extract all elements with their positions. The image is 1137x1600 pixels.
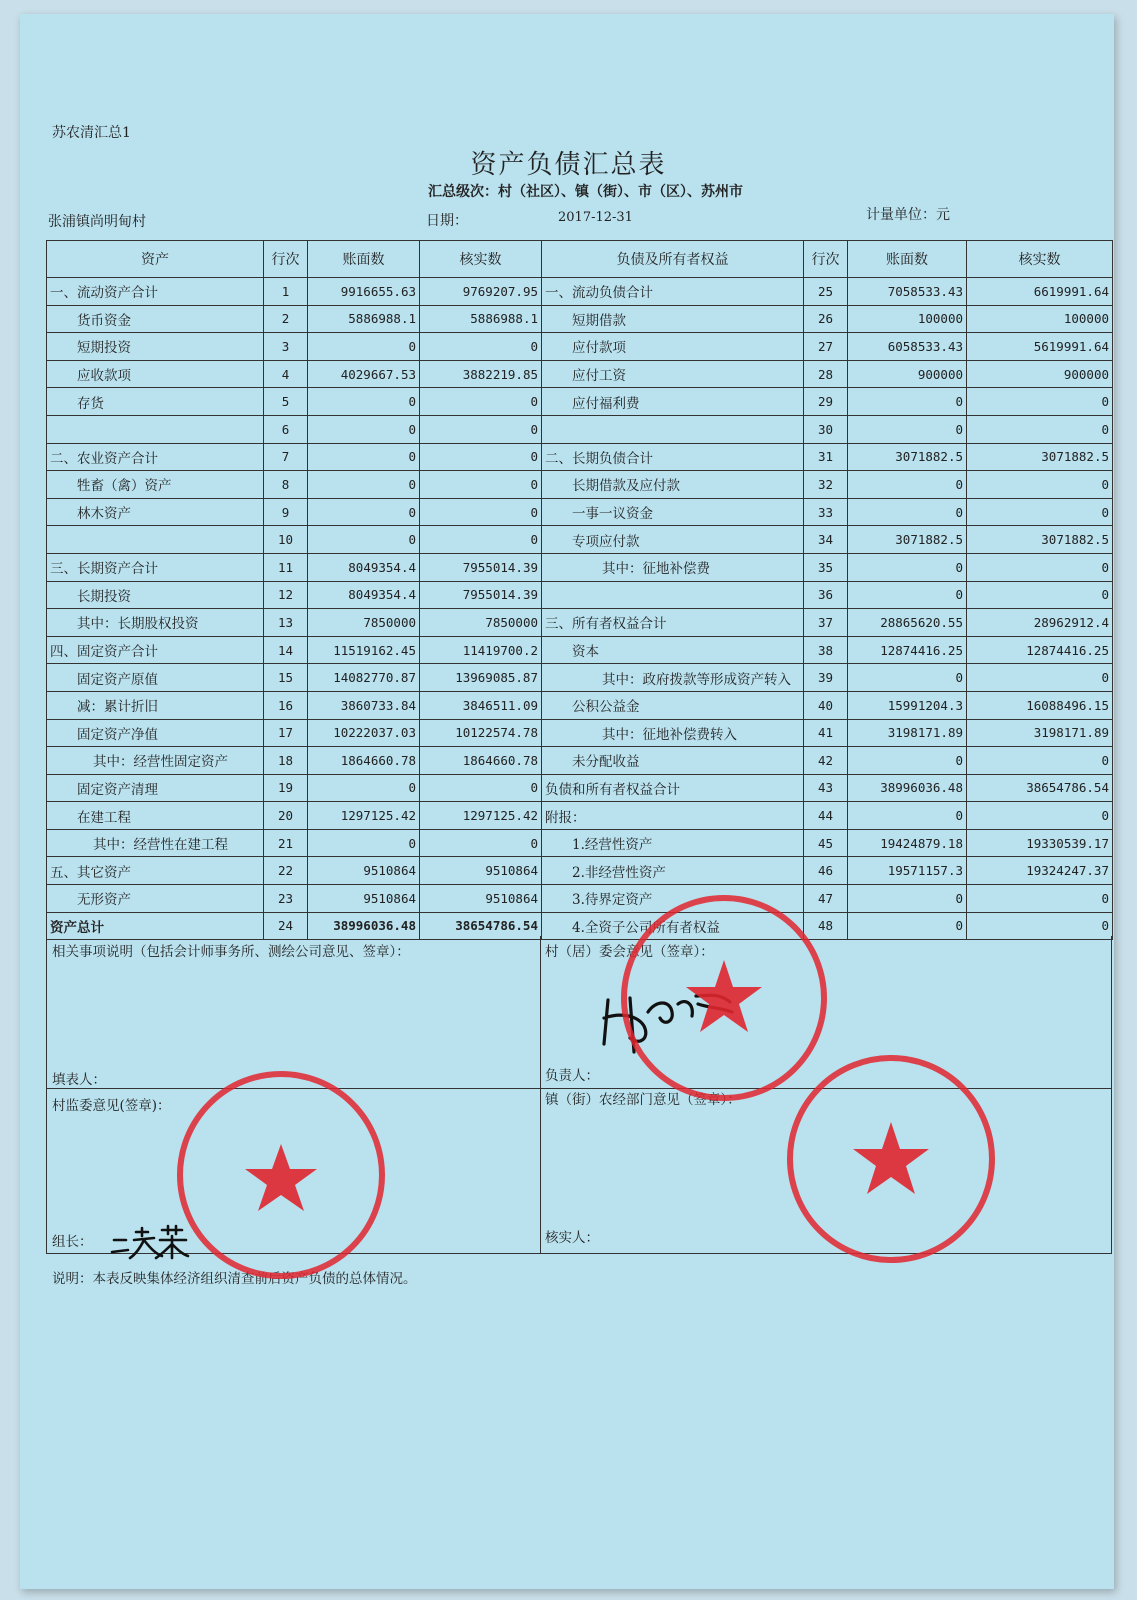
liability-verified-value: 0 (967, 498, 1113, 526)
liability-label: 专项应付款 (542, 526, 804, 554)
liability-line-no: 45 (804, 829, 848, 857)
table-row (47, 885, 1113, 913)
liability-verified-value: 19324247.37 (967, 857, 1113, 885)
liability-verified-value: 900000 (967, 360, 1113, 388)
asset-label: 林木资产 (47, 498, 264, 526)
table-row (47, 636, 1113, 664)
liability-line-no: 27 (804, 333, 848, 361)
supervision-label: 村监委意见(签章)： (52, 1098, 171, 1114)
liability-verified-value: 3198171.89 (967, 719, 1113, 747)
liability-verified-value: 3071882.5 (967, 526, 1113, 554)
asset-line-no: 11 (264, 553, 308, 581)
asset-line-no: 10 (264, 526, 308, 554)
liability-verified-value: 0 (967, 885, 1113, 913)
table-row (47, 526, 1113, 554)
asset-line-no: 16 (264, 691, 308, 719)
asset-label: 货币资金 (47, 305, 264, 333)
liability-line-no: 25 (804, 278, 848, 306)
asset-label (47, 415, 264, 443)
liability-label: 二、长期负债合计 (542, 443, 804, 471)
liability-label: 3.待界定资产 (542, 885, 804, 913)
asset-verified-value: 5886988.1 (420, 305, 542, 333)
liability-verified-value: 38654786.54 (967, 774, 1113, 802)
asset-label (47, 526, 264, 554)
liability-verified-value: 6619991.64 (967, 278, 1113, 306)
asset-book-value: 0 (308, 443, 420, 471)
asset-line-no: 8 (264, 471, 308, 499)
liability-line-no: 38 (804, 636, 848, 664)
asset-label: 存货 (47, 388, 264, 416)
asset-book-value: 0 (308, 526, 420, 554)
asset-book-value: 1864660.78 (308, 747, 420, 775)
asset-line-no: 7 (264, 443, 308, 471)
table-row (47, 581, 1113, 609)
header-assets: 资产 (47, 241, 264, 278)
liability-verified-value: 0 (967, 912, 1113, 940)
liability-label: 应付工资 (542, 360, 804, 388)
liability-line-no: 31 (804, 443, 848, 471)
asset-book-value: 10222037.03 (308, 719, 420, 747)
asset-line-no: 19 (264, 774, 308, 802)
asset-label: 应收款项 (47, 360, 264, 388)
person-in-charge-label: 负责人： (545, 1068, 599, 1084)
asset-label: 四、固定资产合计 (47, 636, 264, 664)
asset-verified-value: 7850000 (420, 609, 542, 637)
liability-label: 应付款项 (542, 333, 804, 361)
asset-book-value: 4029667.53 (308, 360, 420, 388)
asset-line-no: 24 (264, 912, 308, 940)
asset-book-value: 0 (308, 388, 420, 416)
asset-line-no: 21 (264, 829, 308, 857)
asset-book-value: 8049354.4 (308, 553, 420, 581)
related-matters-label: 相关事项说明（包括会计师事务所、测绘公司意见、签章）： (52, 944, 410, 960)
asset-label: 资产总计 (47, 912, 264, 940)
liability-book-value: 0 (848, 498, 967, 526)
liability-label: 其中：征地补偿费 (542, 553, 804, 581)
asset-verified-value: 0 (420, 526, 542, 554)
liability-line-no: 47 (804, 885, 848, 913)
liability-label: 一事一议资金 (542, 498, 804, 526)
liability-label: 公积公益金 (542, 691, 804, 719)
asset-book-value: 38996036.48 (308, 912, 420, 940)
table-body (47, 278, 1113, 940)
asset-verified-value: 1297125.42 (420, 802, 542, 830)
table-row (47, 609, 1113, 637)
asset-line-no: 13 (264, 609, 308, 637)
asset-verified-value: 3882219.85 (420, 360, 542, 388)
asset-line-no: 2 (264, 305, 308, 333)
date-value: 2017-12-31 (558, 210, 633, 225)
liability-book-value: 19424879.18 (848, 829, 967, 857)
table-row (47, 664, 1113, 692)
liability-book-value: 0 (848, 664, 967, 692)
liability-label: 其中：征地补偿费转入 (542, 719, 804, 747)
liability-verified-value: 0 (967, 553, 1113, 581)
asset-verified-value: 9510864 (420, 885, 542, 913)
asset-label: 固定资产净值 (47, 719, 264, 747)
asset-book-value: 0 (308, 333, 420, 361)
table-row (47, 747, 1113, 775)
header-book-2: 账面数 (848, 241, 967, 278)
table-header-row (47, 241, 1113, 278)
asset-line-no: 18 (264, 747, 308, 775)
page-title: 资产负债汇总表 (470, 150, 667, 180)
liability-label: 附报： (542, 802, 804, 830)
asset-label: 二、农业资产合计 (47, 443, 264, 471)
table-row (47, 553, 1113, 581)
asset-book-value: 9510864 (308, 885, 420, 913)
town-dept-label: 镇（街）农经部门意见（签章）： (545, 1092, 741, 1108)
liability-label: 一、流动负债合计 (542, 278, 804, 306)
asset-line-no: 14 (264, 636, 308, 664)
footnote: 说明：本表反映集体经济组织清查前后资产负债的总体情况。 (52, 1271, 417, 1287)
liability-book-value: 6058533.43 (848, 333, 967, 361)
asset-line-no: 15 (264, 664, 308, 692)
liability-book-value: 0 (848, 415, 967, 443)
header-line-2: 行次 (804, 241, 848, 278)
liability-book-value: 100000 (848, 305, 967, 333)
liability-verified-value: 0 (967, 802, 1113, 830)
header-line: 行次 (264, 241, 308, 278)
header-liabilities: 负债及所有者权益 (542, 241, 804, 278)
liability-line-no: 30 (804, 415, 848, 443)
asset-book-value: 0 (308, 415, 420, 443)
liability-verified-value: 0 (967, 664, 1113, 692)
asset-label: 牲畜（禽）资产 (47, 471, 264, 499)
liability-line-no: 48 (804, 912, 848, 940)
town-office-seal-stamp (780, 1048, 1002, 1270)
notes-divider-vertical (540, 936, 541, 1253)
header-verified-2: 核实数 (967, 241, 1113, 278)
asset-verified-value: 13969085.87 (420, 664, 542, 692)
verifier-label: 核实人： (545, 1230, 599, 1246)
village-committee-label: 村（居）委会意见（签章）： (545, 944, 714, 960)
asset-label: 其中：长期股权投资 (47, 609, 264, 637)
table-row (47, 829, 1113, 857)
asset-label: 一、流动资产合计 (47, 278, 264, 306)
asset-verified-value: 7955014.39 (420, 581, 542, 609)
asset-verified-value: 3846511.09 (420, 691, 542, 719)
asset-book-value: 9916655.63 (308, 278, 420, 306)
table-row (47, 388, 1113, 416)
liability-line-no: 39 (804, 664, 848, 692)
liability-label (542, 415, 804, 443)
liability-line-no: 26 (804, 305, 848, 333)
liability-label: 短期借款 (542, 305, 804, 333)
liability-book-value: 12874416.25 (848, 636, 967, 664)
liability-verified-value: 0 (967, 388, 1113, 416)
asset-book-value: 0 (308, 774, 420, 802)
liability-verified-value: 100000 (967, 305, 1113, 333)
asset-label: 固定资产清理 (47, 774, 264, 802)
liability-line-no: 32 (804, 471, 848, 499)
liability-line-no: 35 (804, 553, 848, 581)
asset-verified-value: 0 (420, 774, 542, 802)
asset-book-value: 11519162.45 (308, 636, 420, 664)
asset-label: 其中：经营性固定资产 (47, 747, 264, 775)
asset-line-no: 22 (264, 857, 308, 885)
liability-label: 1.经营性资产 (542, 829, 804, 857)
liability-line-no: 41 (804, 719, 848, 747)
asset-label: 无形资产 (47, 885, 264, 913)
liability-label: 其中：政府拨款等形成资产转入 (542, 664, 804, 692)
asset-verified-value: 0 (420, 443, 542, 471)
table-row (47, 415, 1113, 443)
table-row (47, 774, 1113, 802)
balance-sheet-table (46, 240, 1113, 940)
organization-name: 张浦镇尚明甸村 (48, 214, 146, 230)
header-book: 账面数 (308, 241, 420, 278)
table-row (47, 857, 1113, 885)
asset-book-value: 5886988.1 (308, 305, 420, 333)
asset-label: 在建工程 (47, 802, 264, 830)
liability-line-no: 29 (804, 388, 848, 416)
asset-line-no: 6 (264, 415, 308, 443)
asset-label: 其中：经营性在建工程 (47, 829, 264, 857)
liability-verified-value: 3071882.5 (967, 443, 1113, 471)
liability-book-value: 0 (848, 388, 967, 416)
asset-verified-value: 0 (420, 415, 542, 443)
asset-line-no: 5 (264, 388, 308, 416)
liability-line-no: 28 (804, 360, 848, 388)
liability-verified-value: 0 (967, 581, 1113, 609)
asset-verified-value: 0 (420, 388, 542, 416)
liability-book-value: 0 (848, 802, 967, 830)
liability-verified-value: 0 (967, 471, 1113, 499)
asset-book-value: 1297125.42 (308, 802, 420, 830)
liability-book-value: 15991204.3 (848, 691, 967, 719)
table-row (47, 360, 1113, 388)
liability-line-no: 36 (804, 581, 848, 609)
liability-line-no: 40 (804, 691, 848, 719)
table-row (47, 802, 1113, 830)
liability-book-value: 0 (848, 471, 967, 499)
asset-line-no: 4 (264, 360, 308, 388)
liability-line-no: 34 (804, 526, 848, 554)
liability-label: 负债和所有者权益合计 (542, 774, 804, 802)
asset-line-no: 17 (264, 719, 308, 747)
asset-line-no: 3 (264, 333, 308, 361)
header-verified: 核实数 (420, 241, 542, 278)
asset-label: 固定资产原值 (47, 664, 264, 692)
liability-book-value: 0 (848, 747, 967, 775)
liability-verified-value: 19330539.17 (967, 829, 1113, 857)
table-row (47, 443, 1113, 471)
liability-line-no: 44 (804, 802, 848, 830)
asset-verified-value: 9769207.95 (420, 278, 542, 306)
liability-book-value: 900000 (848, 360, 967, 388)
liability-book-value: 7058533.43 (848, 278, 967, 306)
table-row (47, 278, 1113, 306)
liability-verified-value: 12874416.25 (967, 636, 1113, 664)
form-code: 苏农清汇总1 (52, 125, 131, 141)
liability-label: 应付福利费 (542, 388, 804, 416)
asset-book-value: 3860733.84 (308, 691, 420, 719)
asset-verified-value: 38654786.54 (420, 912, 542, 940)
liability-book-value: 0 (848, 553, 967, 581)
liability-book-value: 0 (848, 581, 967, 609)
asset-line-no: 20 (264, 802, 308, 830)
asset-book-value: 7850000 (308, 609, 420, 637)
liability-line-no: 43 (804, 774, 848, 802)
liability-book-value: 38996036.48 (848, 774, 967, 802)
liability-book-value: 19571157.3 (848, 857, 967, 885)
unit-label: 计量单位：元 (866, 207, 950, 223)
liability-book-value: 28865620.55 (848, 609, 967, 637)
asset-verified-value: 0 (420, 829, 542, 857)
table-row (47, 305, 1113, 333)
asset-verified-value: 9510864 (420, 857, 542, 885)
asset-label: 减：累计折旧 (47, 691, 264, 719)
liability-book-value: 0 (848, 912, 967, 940)
summary-level: 汇总级次：村（社区）、镇（街）、市（区）、苏州市 (428, 184, 743, 200)
asset-verified-value: 1864660.78 (420, 747, 542, 775)
liability-verified-value: 5619991.64 (967, 333, 1113, 361)
asset-line-no: 23 (264, 885, 308, 913)
liability-line-no: 37 (804, 609, 848, 637)
table-row (47, 691, 1113, 719)
asset-book-value: 8049354.4 (308, 581, 420, 609)
liability-book-value: 3071882.5 (848, 443, 967, 471)
liability-verified-value: 16088496.15 (967, 691, 1113, 719)
team-leader-label: 组长： (52, 1234, 93, 1250)
liability-label (542, 581, 804, 609)
liability-book-value: 3071882.5 (848, 526, 967, 554)
asset-verified-value: 11419700.2 (420, 636, 542, 664)
liability-label: 三、所有者权益合计 (542, 609, 804, 637)
liability-line-no: 46 (804, 857, 848, 885)
asset-book-value: 14082770.87 (308, 664, 420, 692)
liability-verified-value: 0 (967, 747, 1113, 775)
asset-book-value: 0 (308, 471, 420, 499)
liability-label: 资本 (542, 636, 804, 664)
liability-book-value: 3198171.89 (848, 719, 967, 747)
liability-label: 2.非经营性资产 (542, 857, 804, 885)
asset-line-no: 9 (264, 498, 308, 526)
asset-book-value: 0 (308, 498, 420, 526)
liability-line-no: 42 (804, 747, 848, 775)
table-row (47, 719, 1113, 747)
asset-line-no: 1 (264, 278, 308, 306)
liability-verified-value: 28962912.4 (967, 609, 1113, 637)
asset-book-value: 9510864 (308, 857, 420, 885)
asset-verified-value: 7955014.39 (420, 553, 542, 581)
liability-book-value: 0 (848, 885, 967, 913)
liability-verified-value: 0 (967, 415, 1113, 443)
asset-book-value: 0 (308, 829, 420, 857)
table-row (47, 498, 1113, 526)
asset-label: 三、长期资产合计 (47, 553, 264, 581)
asset-label: 长期投资 (47, 581, 264, 609)
asset-line-no: 12 (264, 581, 308, 609)
supervision-seal-stamp (170, 1064, 392, 1286)
asset-verified-value: 0 (420, 471, 542, 499)
asset-verified-value: 0 (420, 498, 542, 526)
liability-label: 未分配收益 (542, 747, 804, 775)
liability-line-no: 33 (804, 498, 848, 526)
table-row (47, 471, 1113, 499)
liability-label: 4.全资子公司所有者权益 (542, 912, 804, 940)
asset-verified-value: 0 (420, 333, 542, 361)
filler-label: 填表人： (52, 1072, 106, 1088)
liability-label: 长期借款及应付款 (542, 471, 804, 499)
table-row (47, 333, 1113, 361)
date-label: 日期： (426, 213, 468, 229)
asset-label: 五、其它资产 (47, 857, 264, 885)
asset-label: 短期投资 (47, 333, 264, 361)
asset-verified-value: 10122574.78 (420, 719, 542, 747)
